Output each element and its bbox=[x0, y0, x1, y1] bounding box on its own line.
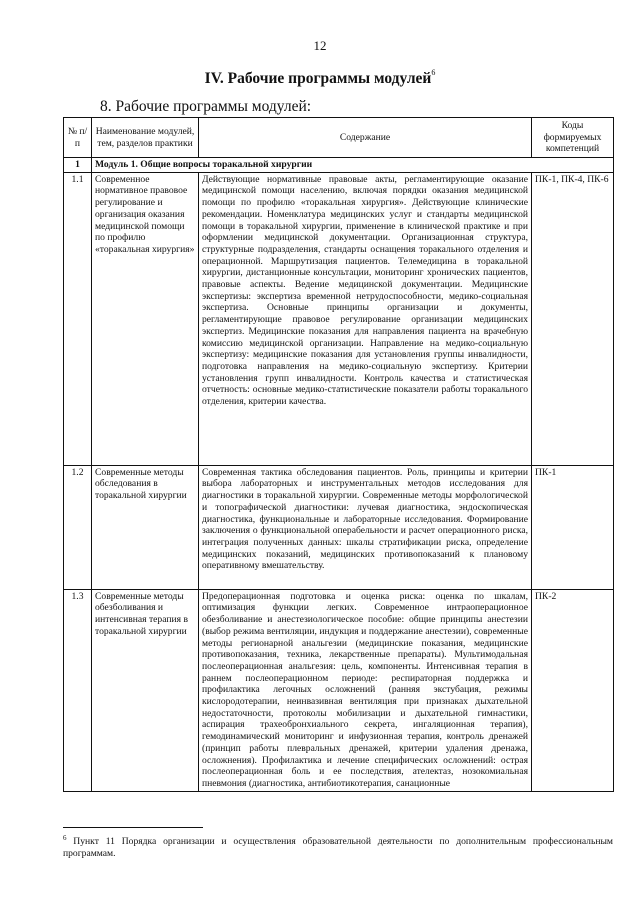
header-codes: Коды формируемых компетенций bbox=[532, 118, 614, 158]
footnote-text: Пункт 11 Порядка организации и осуществления образовательной деятельности по дополнительным профессиональным программам. bbox=[63, 836, 613, 860]
row-codes: ПК-1 bbox=[532, 465, 614, 589]
row-num: 1.2 bbox=[64, 465, 92, 589]
chapter-title bbox=[0, 70, 640, 88]
footnote-divider bbox=[63, 827, 203, 828]
chapter-title-text: IV. Рабочие программы модулей bbox=[204, 70, 432, 87]
row-num: 1.3 bbox=[64, 589, 92, 791]
page-number: 12 bbox=[313, 38, 327, 53]
table-row bbox=[64, 465, 614, 589]
footnote bbox=[63, 834, 613, 860]
row-content: Действующие нормативные правовые акты, регламентирующие оказание медицинской помощи населению, включая порядки оказания медицинской помощи по профилю «торакальная хирургия». Действующие клинические рекомендации. Номенклатура медицинских услуг и стандарты медицинской помощи в торакальной хирургии, применение в клинической практике и при оформлении медицинской документации. Организационная структура, структурные подразделения, стандарты оснащения торакального отделения и операционной. Маршрутизация пациентов. Телемедицина в торакальной хирургии, дистанционные консультации, мониторинг хронических пациентов, правовые аспекты. Ведение медицинской документации. Медицинские экспертизы: экспертиза временной нетрудоспособности, медико-социальная экспертиза. Основные принципы организации и документы, регламентирующие правовое регулирование организации медицинских экспертиз. Медицинские показания для направления пациента на врачебную комиссию медицинской организации. Направление на медико-социальную экспертизу: медицинские показания для установления группы инвалидности, подготовка направления на медико-социальную экспертизу. Критерии установления групп инвалидности. Контроль качества и статистическая отчетность: основные медико-статистические показатели работы торакального отделения, критерии качества. bbox=[199, 172, 532, 465]
table-row bbox=[64, 589, 614, 791]
module-row bbox=[64, 158, 614, 173]
table-header-row bbox=[64, 118, 614, 158]
section-subtitle: 8. Рабочие программы модулей: bbox=[100, 98, 312, 115]
header-name: Наименование модулей, тем, разделов практики bbox=[92, 118, 199, 158]
row-num: 1.1 bbox=[64, 172, 92, 465]
row-content bbox=[199, 589, 532, 791]
header-content: Содержание bbox=[199, 118, 532, 158]
row-codes: ПК-2 bbox=[532, 589, 614, 791]
row-name: Современное нормативное правовое регулирование и организация оказания медицинской помощи по профилю «торакальная хирургия» bbox=[92, 172, 199, 465]
row-content-text: Предоперационная подготовка и оценка риска: оценка по шкалам, оптимизация функции легких. Современное интраоперационное обезболивание и анестезиологическое пособие: общие принципы анестезии (выбор режима вентиляции, индукция и поддержание анестезии), современные методы регионарной анальгезии (медицинские показания, медицинские противопоказания, техника, лекарственные препараты). Мультимодальная послеоперационная анальгезия: цель, компоненты. Интенсивная терапия в раннем послеоперационном периоде: респираторная поддержка и профилактика легочных осложнений (ранняя экстубация, режимы кислородотерапии, неинвазивная вентиляция при признаках дыхательной недостаточности, протоколы мобилизации и дыхательной гимнастики, аспирация трахеобронхиального секрета, ингаляционная терапия), гемодинамический мониторинг и инфузионная терапия, контроль дренажей (принцип работы плевральных дренажей, критерии удаления дренажа, осложнения). Профилактика и лечение специфических осложнений: острая послеоперационная боль и ее последствия, ателектаз, нозокомиальная пневмония (диагностика, антибиотикотерапия, санационные bbox=[202, 590, 528, 789]
row-content: Современная тактика обследования пациентов. Роль, принципы и критерии выбора лабораторных и инструментальных методов исследования для диагностики в торакальной хирургии. Современные методы морфологической и топографической диагностики: лучевая диагностика, эндоскопическая диагностика, функциональные и лабораторные исследования. Формирование заключения о функциональной операбельности и расчет операционного риска, интеграция полученных данных: шкалы стратификации риска, определение медицинских показаний, медицинских противопоказаний к плановому оперативному вмешательству. bbox=[199, 465, 532, 589]
footnote-mark: 6 bbox=[63, 834, 67, 842]
table-row bbox=[64, 172, 614, 465]
module-title: Модуль 1. Общие вопросы торакальной хирургии bbox=[92, 158, 614, 173]
module-num: 1 bbox=[64, 158, 92, 173]
footnote-ref: 6 bbox=[431, 68, 436, 77]
row-codes: ПК-1, ПК-4, ПК-6 bbox=[532, 172, 614, 465]
row-name: Современные методы обезболивания и интенсивная терапия в торакальной хирургии bbox=[92, 589, 199, 791]
modules-table bbox=[63, 117, 614, 792]
header-num: № п/п bbox=[64, 118, 92, 158]
row-name: Современные методы обследования в торакальной хирургии bbox=[92, 465, 199, 589]
